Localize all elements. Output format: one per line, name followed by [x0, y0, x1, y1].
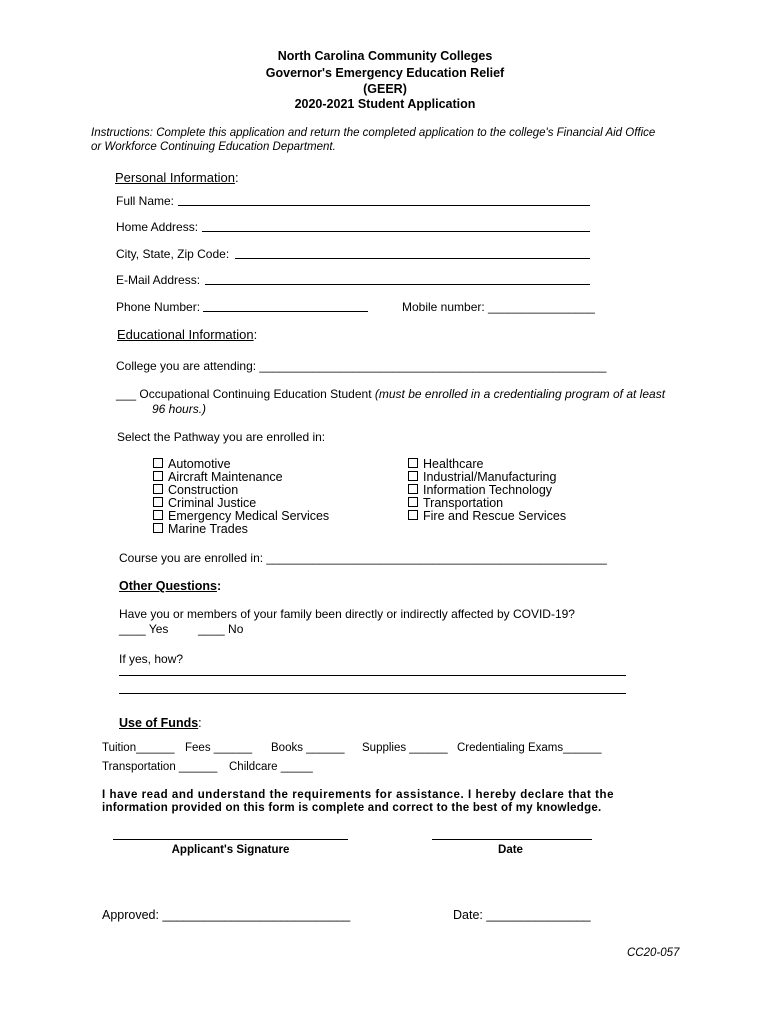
email-label: E-Mail Address: [116, 273, 201, 287]
occupational-student-note: (must be enrolled in a credentialing program of at least [374, 387, 666, 401]
fees-field[interactable]: Fees ______ [185, 742, 253, 754]
pathway-option[interactable]: Criminal Justice [153, 496, 256, 510]
occupational-student-note-2: 96 hours.) [152, 402, 207, 416]
checkbox-icon[interactable] [153, 484, 163, 494]
phone-label: Phone Number: [116, 300, 201, 314]
if-yes-answer-line-2[interactable] [119, 693, 626, 694]
instructions-line-2: or Workforce Continuing Education Department. [91, 141, 336, 153]
applicant-signature-line[interactable] [113, 839, 348, 840]
childcare-field[interactable]: Childcare _____ [229, 761, 313, 773]
occupational-student-label: Occupational Continuing Education Student [139, 387, 375, 401]
occupational-student-blank[interactable]: ___ [116, 387, 137, 401]
signature-date-label: Date [498, 844, 523, 856]
if-yes-label: If yes, how? [119, 652, 184, 666]
checkbox-icon[interactable] [153, 523, 163, 533]
pathway-option[interactable]: Aircraft Maintenance [153, 470, 283, 484]
city-state-zip-label: City, State, Zip Code: [116, 247, 230, 261]
pathway-option[interactable]: Transportation [408, 496, 503, 510]
declaration-line-2: information provided on this form is complete and correct to the best of my knowledge. [102, 802, 602, 814]
pathway-option[interactable]: Emergency Medical Services [153, 509, 329, 523]
other-questions-heading: Other Questions: [119, 579, 222, 593]
pathway-option[interactable]: Construction [153, 483, 238, 497]
checkbox-icon[interactable] [408, 510, 418, 520]
educational-info-heading: Educational Information: [117, 327, 258, 342]
title-line-4: 2020-2021 Student Application [294, 97, 476, 111]
occupational-student-line [116, 387, 665, 401]
pathway-option[interactable]: Automotive [153, 457, 231, 471]
phone-field[interactable] [203, 311, 368, 312]
credentialing-exams-field[interactable]: Credentialing Exams______ [457, 742, 602, 754]
checkbox-icon[interactable] [153, 510, 163, 520]
signature-date-line[interactable] [432, 839, 592, 840]
pathway-option[interactable]: Fire and Rescue Services [408, 509, 566, 523]
city-state-zip-field[interactable] [235, 258, 590, 259]
checkbox-icon[interactable] [408, 458, 418, 468]
checkbox-icon[interactable] [153, 471, 163, 481]
checkbox-icon[interactable] [408, 471, 418, 481]
full-name-field[interactable] [178, 205, 590, 206]
pathway-prompt: Select the Pathway you are enrolled in: [117, 430, 326, 444]
checkbox-icon[interactable] [408, 497, 418, 507]
covid-yes-option[interactable]: ____ Yes [119, 622, 169, 636]
checkbox-icon[interactable] [153, 497, 163, 507]
approved-field[interactable]: Approved: ___________________________ [102, 908, 351, 922]
supplies-field[interactable]: Supplies ______ [362, 742, 448, 754]
books-field[interactable]: Books ______ [271, 742, 345, 754]
pathway-option[interactable]: Healthcare [408, 457, 483, 471]
declaration-line-1: I have read and understand the requirements for assistance. I hereby declare that the [102, 789, 615, 801]
if-yes-answer-line-1[interactable] [119, 675, 626, 676]
approval-date-field[interactable]: Date: _______________ [453, 908, 591, 922]
pathway-option[interactable]: Industrial/Manufacturing [408, 470, 556, 484]
course-field[interactable]: Course you are enrolled in: ___________________________________________________ [119, 551, 607, 565]
use-of-funds-heading: Use of Funds: [119, 716, 202, 730]
personal-info-heading: Personal Information: [115, 170, 239, 185]
transportation-field[interactable]: Transportation ______ [102, 761, 218, 773]
checkbox-icon[interactable] [408, 484, 418, 494]
checkbox-icon[interactable] [153, 458, 163, 468]
covid-no-option[interactable]: ____ No [198, 622, 244, 636]
mobile-number-field[interactable]: Mobile number: ________________ [402, 300, 595, 314]
home-address-field[interactable] [202, 231, 590, 232]
pathway-option[interactable]: Information Technology [408, 483, 552, 497]
applicant-signature-label: Applicant's Signature [171, 844, 290, 856]
college-field[interactable]: College you are attending: ____________________________________________________ [116, 359, 607, 373]
title-line-2: Governor's Emergency Education Relief [265, 66, 505, 80]
pathway-option[interactable]: Marine Trades [153, 522, 248, 536]
tuition-field[interactable]: Tuition______ [102, 742, 175, 754]
title-line-3: (GEER) [363, 82, 407, 96]
instructions-line-1: Instructions: Complete this application and return the completed application to the college's Financial Aid Office [91, 127, 656, 139]
form-code: CC20-057 [627, 947, 680, 959]
title-line-1: North Carolina Community Colleges [277, 49, 493, 63]
covid-question: Have you or members of your family been directly or indirectly affected by COVID-19? [119, 607, 575, 621]
full-name-label: Full Name: [116, 194, 175, 208]
email-field[interactable] [205, 284, 590, 285]
home-address-label: Home Address: [116, 220, 199, 234]
